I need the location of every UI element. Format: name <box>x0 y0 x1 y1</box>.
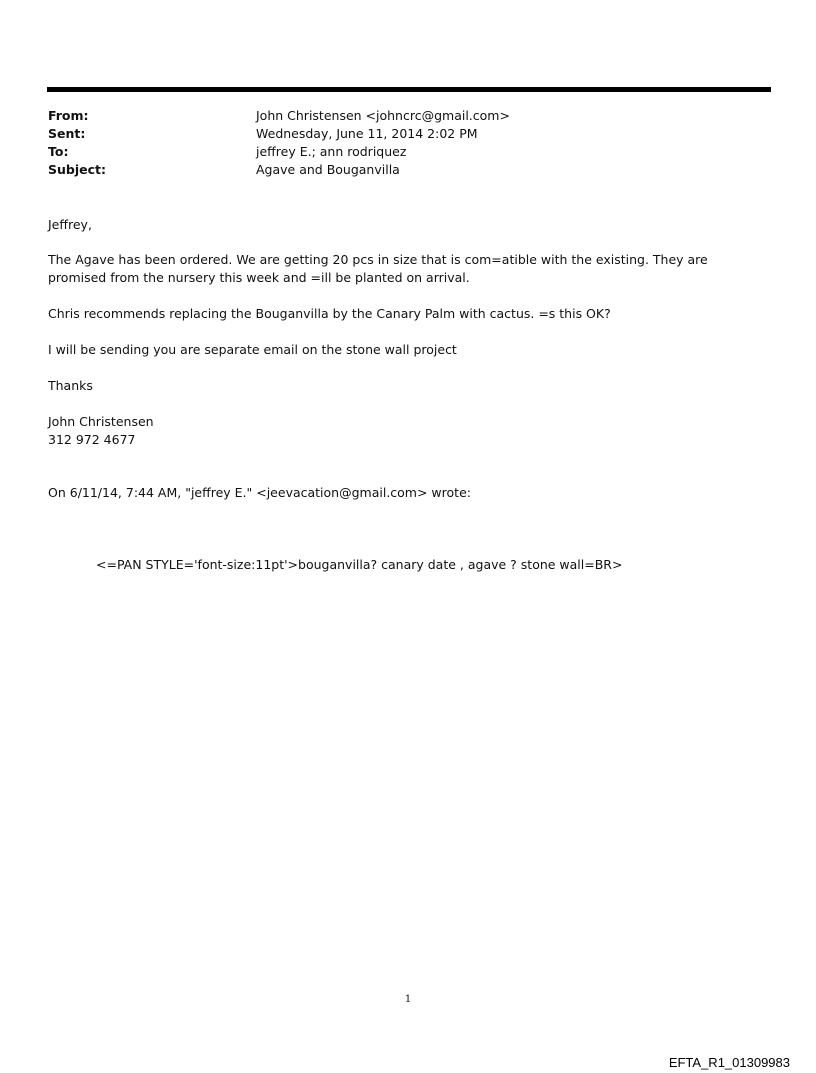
subject-label: Subject: <box>48 162 106 177</box>
sent-row <box>48 125 768 143</box>
quoted-message: <=PAN STYLE='font-size:11pt'>bouganvilla? canary date , agave ? stone wall=BR> <box>96 557 623 572</box>
to-value: jeffrey E.; ann rodriquez <box>256 144 407 159</box>
from-label: From: <box>48 108 89 123</box>
paragraph-chris-recommendation: Chris recommends replacing the Bouganvilla by the Canary Palm with cactus. =s this OK? <box>48 306 611 321</box>
greeting: Jeffrey, <box>48 217 92 232</box>
subject-value: Agave and Bouganvilla <box>256 162 400 177</box>
quote-header: On 6/11/14, 7:44 AM, "jeffrey E." <jeevacation@gmail.com> wrote: <box>48 485 471 500</box>
paragraph-agave-order: The Agave has been ordered. We are getting 20 pcs in size that is com=atible with the existing. They are promised from the nursery this week and =ill be planted on arrival. <box>48 252 708 285</box>
email-header <box>48 107 768 179</box>
page-number: 1 <box>404 994 412 1005</box>
sent-value: Wednesday, June 11, 2014 2:02 PM <box>256 126 478 141</box>
from-row <box>48 107 768 125</box>
sign-off: Thanks <box>48 378 93 393</box>
signature-name: John Christensen <box>48 414 154 429</box>
subject-row <box>48 161 768 179</box>
sent-label: Sent: <box>48 126 86 141</box>
paragraph-stone-wall: I will be sending you are separate email on the stone wall project <box>48 342 457 357</box>
header-divider <box>47 87 771 92</box>
to-label: To: <box>48 144 69 159</box>
signature-phone: 312 972 4677 <box>48 432 136 447</box>
to-row <box>48 143 768 161</box>
from-value: John Christensen <johncrc@gmail.com> <box>256 108 510 123</box>
document-id: EFTA_R1_01309983 <box>668 1055 790 1070</box>
